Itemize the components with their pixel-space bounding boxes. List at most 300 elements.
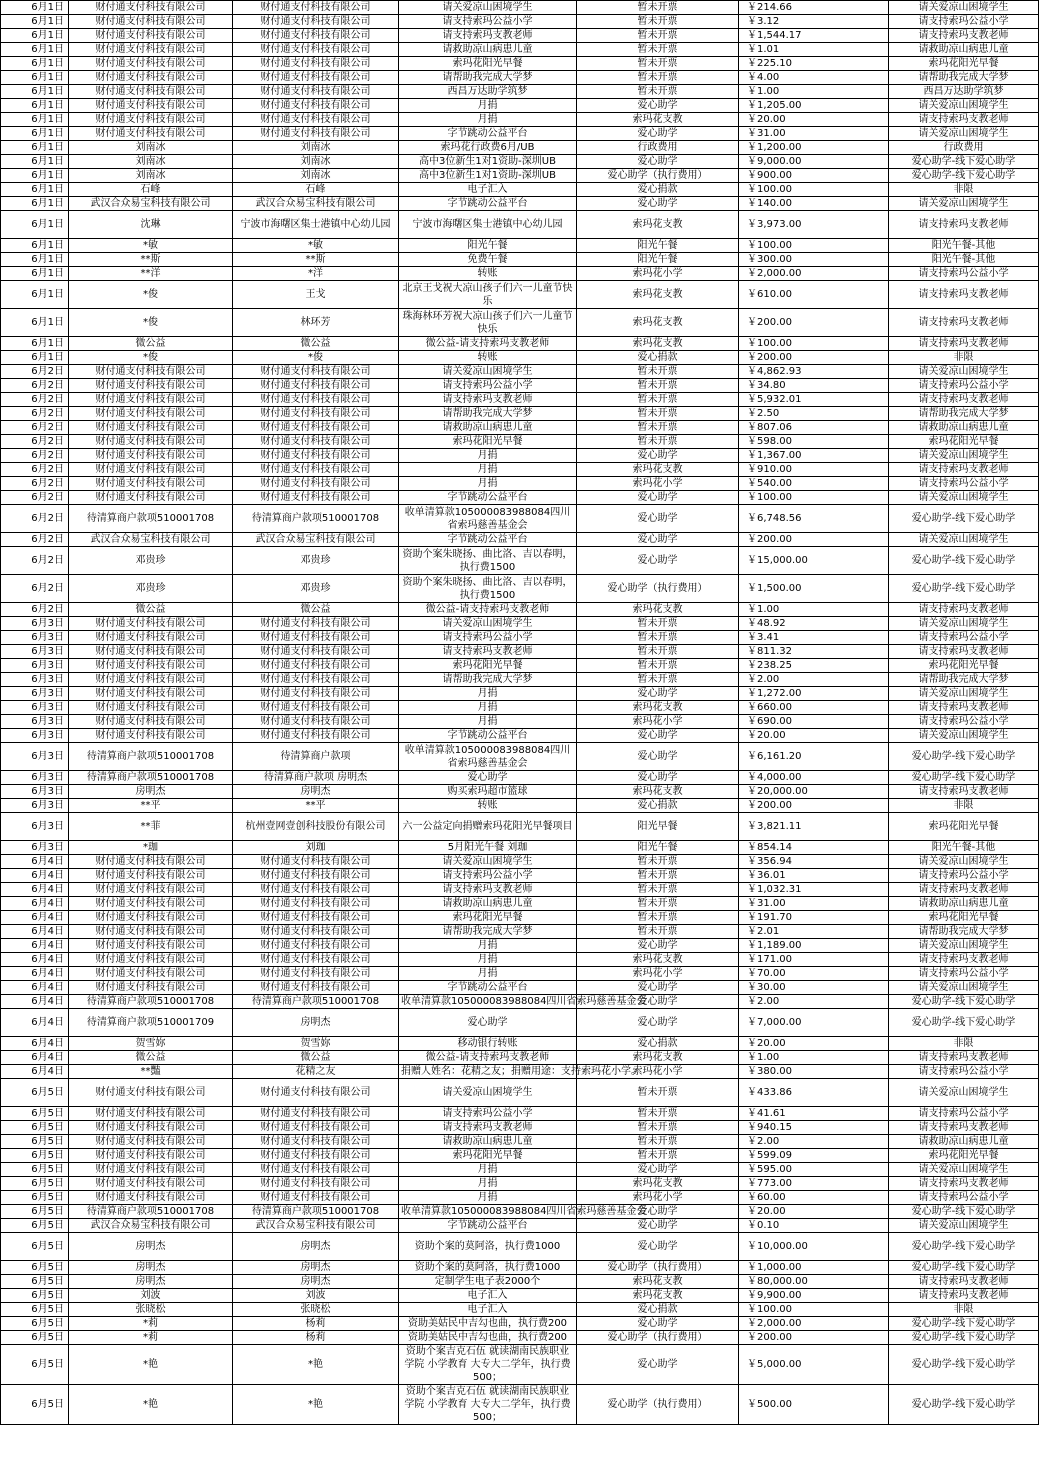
amount-cell: ￥20.00	[739, 113, 889, 127]
donor-cell: 财付通支付科技有限公司	[69, 869, 233, 883]
category-cell: 暂未开票	[577, 883, 739, 897]
table-row	[1, 309, 1039, 337]
amount-cell: ￥3,973.00	[739, 211, 889, 239]
payer-cell: 杭州壹网壹创科技股份有限公司	[233, 813, 399, 841]
project-cell: 请支持索玛支教老师	[889, 463, 1039, 477]
date-cell: 6月2日	[1, 449, 69, 463]
amount-cell: ￥41.61	[739, 1107, 889, 1121]
donor-cell: *莉	[69, 1317, 233, 1331]
amount-cell: ￥31.00	[739, 897, 889, 911]
date-cell: 6月3日	[1, 701, 69, 715]
payer-cell: 财付通支付科技有限公司	[233, 15, 399, 29]
payer-cell: 财付通支付科技有限公司	[233, 1163, 399, 1177]
amount-cell: ￥2.01	[739, 925, 889, 939]
payer-cell: 财付通支付科技有限公司	[233, 29, 399, 43]
project-cell: 非限	[889, 351, 1039, 365]
amount-cell: ￥4.00	[739, 71, 889, 85]
project-cell: 索玛花阳光早餐	[889, 911, 1039, 925]
table-row	[1, 1275, 1039, 1289]
purpose-cell: 索玛花阳光早餐	[399, 911, 577, 925]
category-cell: 阳光午餐	[577, 239, 739, 253]
date-cell: 6月3日	[1, 617, 69, 631]
date-cell: 6月4日	[1, 883, 69, 897]
category-cell: 索玛花支教	[577, 1051, 739, 1065]
payer-cell: 财付通支付科技有限公司	[233, 715, 399, 729]
payer-cell: *俊	[233, 351, 399, 365]
amount-cell: ￥500.00	[739, 1385, 889, 1425]
category-cell: 爱心助学	[577, 1317, 739, 1331]
donor-cell: 财付通支付科技有限公司	[69, 15, 233, 29]
date-cell: 6月4日	[1, 981, 69, 995]
project-cell: 请支持索玛支教老师	[889, 1275, 1039, 1289]
table-row	[1, 477, 1039, 491]
category-cell: 索玛花支教	[577, 463, 739, 477]
purpose-cell: 月捐	[399, 967, 577, 981]
purpose-cell: 请帮助我完成大学梦	[399, 925, 577, 939]
table-row	[1, 127, 1039, 141]
donor-cell: 财付通支付科技有限公司	[69, 673, 233, 687]
table-row	[1, 1107, 1039, 1121]
table-row	[1, 547, 1039, 575]
category-cell: 爱心助学	[577, 687, 739, 701]
purpose-cell: 请支持索玛公益小学	[399, 15, 577, 29]
payer-cell: 财付通支付科技有限公司	[233, 673, 399, 687]
date-cell: 6月3日	[1, 785, 69, 799]
date-cell: 6月1日	[1, 239, 69, 253]
category-cell: 爱心助学	[577, 995, 739, 1009]
donor-cell: 刘南冰	[69, 169, 233, 183]
project-cell: 索玛花阳光早餐	[889, 57, 1039, 71]
date-cell: 6月1日	[1, 113, 69, 127]
purpose-cell: 请关爱凉山困境学生	[399, 1079, 577, 1107]
donor-cell: 沈琳	[69, 211, 233, 239]
payer-cell: 财付通支付科技有限公司	[233, 939, 399, 953]
date-cell: 6月5日	[1, 1289, 69, 1303]
date-cell: 6月3日	[1, 841, 69, 855]
donor-cell: 财付通支付科技有限公司	[69, 57, 233, 71]
amount-cell: ￥300.00	[739, 253, 889, 267]
category-cell: 索玛花支教	[577, 337, 739, 351]
purpose-cell: 微公益-请支持索玛支教老师	[399, 337, 577, 351]
purpose-cell: 高中3位新生1对1资助-深圳UB	[399, 169, 577, 183]
project-cell: 爱心助学-线下爱心助学	[889, 1385, 1039, 1425]
project-cell: 请支持索玛支教老师	[889, 1177, 1039, 1191]
payer-cell: 待清算商户款项510001708	[233, 995, 399, 1009]
table-row	[1, 1289, 1039, 1303]
donor-cell: 财付通支付科技有限公司	[69, 99, 233, 113]
table-row	[1, 169, 1039, 183]
amount-cell: ￥811.32	[739, 645, 889, 659]
date-cell: 6月5日	[1, 1205, 69, 1219]
category-cell: 爱心助学	[577, 505, 739, 533]
table-row	[1, 533, 1039, 547]
table-row	[1, 1079, 1039, 1107]
payer-cell: 刘波	[233, 1289, 399, 1303]
purpose-cell: 请支持索玛支教老师	[399, 29, 577, 43]
table-row	[1, 449, 1039, 463]
purpose-cell: 请支持索玛支教老师	[399, 1121, 577, 1135]
project-cell: 请关爱凉山困境学生	[889, 99, 1039, 113]
table-row	[1, 1065, 1039, 1079]
purpose-cell: 珠海林环芳祝大凉山孩子们六一儿童节快乐	[399, 309, 577, 337]
purpose-cell: 资助个案的莫阿洛，执行费1000	[399, 1233, 577, 1261]
amount-cell: ￥80,000.00	[739, 1275, 889, 1289]
payer-cell: 微公益	[233, 603, 399, 617]
purpose-cell: 月捐	[399, 99, 577, 113]
purpose-cell: 请支持索玛支教老师	[399, 393, 577, 407]
category-cell: 索玛花支教	[577, 953, 739, 967]
purpose-cell: 捐赠人姓名：花精之友；捐赠用途：支持索玛花小学。	[399, 1065, 577, 1079]
category-cell: 爱心助学	[577, 1345, 739, 1385]
purpose-cell: 高中3位新生1对1资助-深圳UB	[399, 155, 577, 169]
payer-cell: 财付通支付科技有限公司	[233, 365, 399, 379]
date-cell: 6月4日	[1, 1037, 69, 1051]
date-cell: 6月5日	[1, 1345, 69, 1385]
donor-cell: 财付通支付科技有限公司	[69, 477, 233, 491]
category-cell: 爱心助学	[577, 1219, 739, 1233]
project-cell: 请关爱凉山困境学生	[889, 1, 1039, 15]
donor-cell: 财付通支付科技有限公司	[69, 449, 233, 463]
category-cell: 行政费用	[577, 141, 739, 155]
payer-cell: 财付通支付科技有限公司	[233, 729, 399, 743]
amount-cell: ￥1.00	[739, 1051, 889, 1065]
donor-cell: 财付通支付科技有限公司	[69, 113, 233, 127]
date-cell: 6月1日	[1, 57, 69, 71]
amount-cell: ￥60.00	[739, 1191, 889, 1205]
project-cell: 请关爱凉山困境学生	[889, 491, 1039, 505]
table-row	[1, 771, 1039, 785]
amount-cell: ￥3.12	[739, 15, 889, 29]
date-cell: 6月1日	[1, 85, 69, 99]
amount-cell: ￥1,000.00	[739, 1261, 889, 1275]
category-cell: 爱心助学（执行费用）	[577, 1331, 739, 1345]
purpose-cell: 月捐	[399, 1191, 577, 1205]
date-cell: 6月2日	[1, 421, 69, 435]
amount-cell: ￥238.25	[739, 659, 889, 673]
payer-cell: 财付通支付科技有限公司	[233, 659, 399, 673]
date-cell: 6月5日	[1, 1079, 69, 1107]
project-cell: 请支持索玛支教老师	[889, 953, 1039, 967]
amount-cell: ￥6,748.56	[739, 505, 889, 533]
category-cell: 爱心助学	[577, 197, 739, 211]
payer-cell: 贺雪妳	[233, 1037, 399, 1051]
purpose-cell: 请关爱凉山困境学生	[399, 365, 577, 379]
date-cell: 6月4日	[1, 1009, 69, 1037]
donor-cell: 财付通支付科技有限公司	[69, 85, 233, 99]
date-cell: 6月3日	[1, 631, 69, 645]
purpose-cell: 请救助凉山病患儿童	[399, 421, 577, 435]
amount-cell: ￥5,000.00	[739, 1345, 889, 1385]
table-row	[1, 1261, 1039, 1275]
table-row	[1, 1149, 1039, 1163]
table-row	[1, 855, 1039, 869]
table-row	[1, 267, 1039, 281]
payer-cell: 财付通支付科技有限公司	[233, 1079, 399, 1107]
project-cell: 索玛花阳光早餐	[889, 1149, 1039, 1163]
donor-cell: 待清算商户款项510001708	[69, 995, 233, 1009]
date-cell: 6月5日	[1, 1233, 69, 1261]
project-cell: 请关爱凉山困境学生	[889, 729, 1039, 743]
donor-cell: 邓贵珍	[69, 547, 233, 575]
project-cell: 非限	[889, 799, 1039, 813]
date-cell: 6月1日	[1, 183, 69, 197]
date-cell: 6月1日	[1, 337, 69, 351]
purpose-cell: 收单清算款105000083988084四川省索玛慈善基金会	[399, 743, 577, 771]
project-cell: 请支持索玛支教老师	[889, 211, 1039, 239]
project-cell: 请帮助我完成大学梦	[889, 71, 1039, 85]
category-cell: 爱心捐款	[577, 183, 739, 197]
purpose-cell: 北京王戈祝大凉山孩子们六一儿童节快乐	[399, 281, 577, 309]
category-cell: 暂未开票	[577, 1121, 739, 1135]
category-cell: 阳光午餐	[577, 253, 739, 267]
project-cell: 请支持索玛支教老师	[889, 393, 1039, 407]
donor-cell: 待清算商户款项510001708	[69, 743, 233, 771]
category-cell: 暂未开票	[577, 29, 739, 43]
donor-cell: 财付通支付科技有限公司	[69, 1, 233, 15]
project-cell: 请关爱凉山困境学生	[889, 1163, 1039, 1177]
date-cell: 6月1日	[1, 15, 69, 29]
purpose-cell: 请救助凉山病患儿童	[399, 897, 577, 911]
donor-cell: 房明杰	[69, 785, 233, 799]
purpose-cell: 字节跳动公益平台	[399, 533, 577, 547]
date-cell: 6月3日	[1, 799, 69, 813]
project-cell: 请支持索玛支教老师	[889, 603, 1039, 617]
purpose-cell: 转账	[399, 351, 577, 365]
donor-cell: 武汉合众易宝科技有限公司	[69, 197, 233, 211]
date-cell: 6月1日	[1, 29, 69, 43]
donor-cell: **菲	[69, 813, 233, 841]
payer-cell: 林环芳	[233, 309, 399, 337]
category-cell: 暂未开票	[577, 15, 739, 29]
project-cell: 阳光午餐-其他	[889, 253, 1039, 267]
purpose-cell: 字节跳动公益平台	[399, 1219, 577, 1233]
purpose-cell: 请支持索玛公益小学	[399, 631, 577, 645]
purpose-cell: 索玛花阳光早餐	[399, 1149, 577, 1163]
table-row	[1, 351, 1039, 365]
project-cell: 爱心助学-线下爱心助学	[889, 1317, 1039, 1331]
payer-cell: 财付通支付科技有限公司	[233, 897, 399, 911]
project-cell: 请支持索玛支教老师	[889, 309, 1039, 337]
donor-cell: 财付通支付科技有限公司	[69, 939, 233, 953]
project-cell: 请关爱凉山困境学生	[889, 1219, 1039, 1233]
table-row	[1, 211, 1039, 239]
date-cell: 6月2日	[1, 505, 69, 533]
table-row	[1, 939, 1039, 953]
table-row	[1, 43, 1039, 57]
payer-cell: 财付通支付科技有限公司	[233, 925, 399, 939]
purpose-cell: 字节跳动公益平台	[399, 981, 577, 995]
project-cell: 爱心助学-线下爱心助学	[889, 1205, 1039, 1219]
purpose-cell: 定制学生电子表2000个	[399, 1275, 577, 1289]
payer-cell: **斯	[233, 253, 399, 267]
project-cell: 请支持索玛支教老师	[889, 337, 1039, 351]
project-cell: 请支持索玛公益小学	[889, 715, 1039, 729]
table-row	[1, 897, 1039, 911]
date-cell: 6月4日	[1, 1051, 69, 1065]
donor-cell: 财付通支付科技有限公司	[69, 127, 233, 141]
amount-cell: ￥610.00	[739, 281, 889, 309]
amount-cell: ￥1,032.31	[739, 883, 889, 897]
category-cell: 索玛花支教	[577, 211, 739, 239]
donor-cell: 财付通支付科技有限公司	[69, 687, 233, 701]
table-row	[1, 869, 1039, 883]
date-cell: 6月5日	[1, 1177, 69, 1191]
category-cell: 暂未开票	[577, 631, 739, 645]
donor-cell: 财付通支付科技有限公司	[69, 43, 233, 57]
payer-cell: 财付通支付科技有限公司	[233, 855, 399, 869]
purpose-cell: 请关爱凉山困境学生	[399, 1, 577, 15]
date-cell: 6月5日	[1, 1149, 69, 1163]
table-row	[1, 155, 1039, 169]
donor-cell: 财付通支付科技有限公司	[69, 897, 233, 911]
category-cell: 暂未开票	[577, 85, 739, 99]
donor-cell: *艳	[69, 1385, 233, 1425]
payer-cell: 财付通支付科技有限公司	[233, 57, 399, 71]
payer-cell: 财付通支付科技有限公司	[233, 393, 399, 407]
donor-cell: 张晓松	[69, 1303, 233, 1317]
date-cell: 6月3日	[1, 645, 69, 659]
purpose-cell: 移动银行转账	[399, 1037, 577, 1051]
payer-cell: 财付通支付科技有限公司	[233, 43, 399, 57]
table-row	[1, 491, 1039, 505]
purpose-cell: 资助个案吉克石伍 就读湖南民族职业学院 小学教育 大专大二学年，执行费500；	[399, 1385, 577, 1425]
amount-cell: ￥9,000.00	[739, 155, 889, 169]
table-row	[1, 505, 1039, 533]
amount-cell: ￥1,544.17	[739, 29, 889, 43]
donor-cell: 财付通支付科技有限公司	[69, 1107, 233, 1121]
category-cell: 暂未开票	[577, 1, 739, 15]
payer-cell: 武汉合众易宝科技有限公司	[233, 533, 399, 547]
purpose-cell: 月捐	[399, 715, 577, 729]
category-cell: 爱心助学	[577, 449, 739, 463]
amount-cell: ￥200.00	[739, 799, 889, 813]
category-cell: 暂未开票	[577, 925, 739, 939]
amount-cell: ￥20,000.00	[739, 785, 889, 799]
project-cell: 请关爱凉山困境学生	[889, 449, 1039, 463]
purpose-cell: 月捐	[399, 687, 577, 701]
donor-cell: 财付通支付科技有限公司	[69, 379, 233, 393]
payer-cell: 待清算商户款项	[233, 743, 399, 771]
payer-cell: 宁波市海曙区集士港镇中心幼儿园	[233, 211, 399, 239]
table-row	[1, 15, 1039, 29]
project-cell: 请关爱凉山困境学生	[889, 1079, 1039, 1107]
category-cell: 爱心助学（执行费用）	[577, 169, 739, 183]
table-row	[1, 995, 1039, 1009]
donor-cell: 财付通支付科技有限公司	[69, 701, 233, 715]
payer-cell: 刘南冰	[233, 141, 399, 155]
table-row	[1, 253, 1039, 267]
payer-cell: 王戈	[233, 281, 399, 309]
donor-cell: 待清算商户款项510001709	[69, 1009, 233, 1037]
amount-cell: ￥1,500.00	[739, 575, 889, 603]
category-cell: 暂未开票	[577, 435, 739, 449]
purpose-cell: 电子汇入	[399, 1289, 577, 1303]
table-row	[1, 1345, 1039, 1385]
donor-cell: 财付通支付科技有限公司	[69, 659, 233, 673]
payer-cell: 财付通支付科技有限公司	[233, 71, 399, 85]
amount-cell: ￥690.00	[739, 715, 889, 729]
category-cell: 爱心捐款	[577, 351, 739, 365]
amount-cell: ￥4,000.00	[739, 771, 889, 785]
payer-cell: 财付通支付科技有限公司	[233, 631, 399, 645]
category-cell: 爱心助学	[577, 939, 739, 953]
payer-cell: 财付通支付科技有限公司	[233, 953, 399, 967]
date-cell: 6月5日	[1, 1121, 69, 1135]
purpose-cell: 字节跳动公益平台	[399, 729, 577, 743]
payer-cell: 财付通支付科技有限公司	[233, 1135, 399, 1149]
purpose-cell: 西昌万达助学筑梦	[399, 85, 577, 99]
donor-cell: 待清算商户款项510001708	[69, 1205, 233, 1219]
project-cell: 请关爱凉山困境学生	[889, 855, 1039, 869]
table-row	[1, 183, 1039, 197]
table-row	[1, 197, 1039, 211]
amount-cell: ￥9,900.00	[739, 1289, 889, 1303]
table-row	[1, 645, 1039, 659]
amount-cell: ￥3.41	[739, 631, 889, 645]
amount-cell: ￥5,932.01	[739, 393, 889, 407]
date-cell: 6月4日	[1, 995, 69, 1009]
amount-cell: ￥1.01	[739, 43, 889, 57]
table-row	[1, 953, 1039, 967]
date-cell: 6月5日	[1, 1191, 69, 1205]
amount-cell: ￥10,000.00	[739, 1233, 889, 1261]
payer-cell: 财付通支付科技有限公司	[233, 477, 399, 491]
date-cell: 6月4日	[1, 855, 69, 869]
purpose-cell: 请支持索玛支教老师	[399, 645, 577, 659]
ledger-body	[1, 1, 1039, 1425]
table-row	[1, 29, 1039, 43]
donor-cell: 财付通支付科技有限公司	[69, 1121, 233, 1135]
project-cell: 请关爱凉山困境学生	[889, 197, 1039, 211]
purpose-cell: 索玛花行政费6月/UB	[399, 141, 577, 155]
category-cell: 索玛花支教	[577, 603, 739, 617]
purpose-cell: 资助美姑民中吉勾也曲，执行费200	[399, 1317, 577, 1331]
payer-cell: 房明杰	[233, 1275, 399, 1289]
date-cell: 6月3日	[1, 771, 69, 785]
payer-cell: 石峰	[233, 183, 399, 197]
amount-cell: ￥660.00	[739, 701, 889, 715]
project-cell: 请关爱凉山困境学生	[889, 533, 1039, 547]
amount-cell: ￥100.00	[739, 491, 889, 505]
table-row	[1, 841, 1039, 855]
payer-cell: 刘南冰	[233, 169, 399, 183]
payer-cell: 刘南冰	[233, 155, 399, 169]
donor-cell: 财付通支付科技有限公司	[69, 1149, 233, 1163]
date-cell: 6月2日	[1, 533, 69, 547]
donor-cell: 财付通支付科技有限公司	[69, 883, 233, 897]
category-cell: 暂未开票	[577, 365, 739, 379]
category-cell: 爱心助学	[577, 1163, 739, 1177]
project-cell: 请关爱凉山困境学生	[889, 617, 1039, 631]
payer-cell: 财付通支付科技有限公司	[233, 1, 399, 15]
project-cell: 索玛花阳光早餐	[889, 659, 1039, 673]
amount-cell: ￥433.86	[739, 1079, 889, 1107]
table-row	[1, 1331, 1039, 1345]
purpose-cell: 资助个案朱晓扬、曲比洛、吉以春明，执行费1500	[399, 547, 577, 575]
project-cell: 请关爱凉山困境学生	[889, 981, 1039, 995]
payer-cell: 房明杰	[233, 785, 399, 799]
donor-cell: 财付通支付科技有限公司	[69, 981, 233, 995]
donor-cell: 财付通支付科技有限公司	[69, 617, 233, 631]
payer-cell: 杨莉	[233, 1317, 399, 1331]
donor-cell: 财付通支付科技有限公司	[69, 393, 233, 407]
category-cell: 索玛花小学	[577, 267, 739, 281]
payer-cell: 财付通支付科技有限公司	[233, 1121, 399, 1135]
project-cell: 爱心助学-线下爱心助学	[889, 771, 1039, 785]
donor-cell: 财付通支付科技有限公司	[69, 407, 233, 421]
date-cell: 6月3日	[1, 813, 69, 841]
table-row	[1, 57, 1039, 71]
